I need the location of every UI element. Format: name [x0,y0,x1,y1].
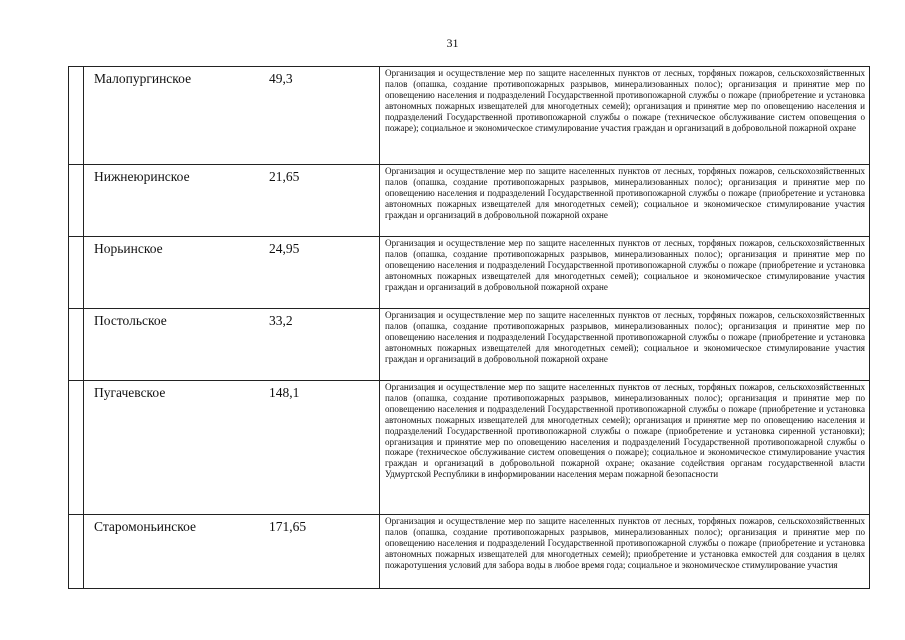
settlement-amount: 24,95 [269,241,300,256]
table-row [69,381,869,515]
settlement-name: Малопургинское [94,71,192,86]
row-margin-cell [69,381,84,514]
settlement-amount: 148,1 [269,385,300,400]
measures-description: Организация и осуществление мер по защите населенных пунктов от лесных, торфяных пожаров, сельскохозяйственных палов (опашка, создание противопожарных разрывов, минерализованных полос); организация и принятие мер по оповещению населения и подразделений Государственной противопожарной службы о пожаре (приобретение и установка автономных пожарных извещателей для многодетных семей); социальное и экономическое стимулирование участия граждан и организаций в добровольной пожарной охране [379,237,869,308]
settlement-name: Пугачевское [94,385,166,400]
page-number: 31 [446,36,459,50]
measures-description: Организация и осуществление мер по защите населенных пунктов от лесных, торфяных пожаров, сельскохозяйственных палов (опашка, создание противопожарных разрывов, минерализованных полос); организация и принятие мер по оповещению населения и подразделений Государственной противопожарной службы о пожаре (приобретение и установка автономных пожарных извещателей для многодетных семей); организация и принятие мер по оповещению населения и подразделений Государственной противопожарной службы о пожаре (приобретение и установка сиренной установки); организация и принятие мер по оповещению населения и подразделений Государственной противопожарной службы о пожаре (техническое обслуживание систем оповещения о пожаре); социальное и экономическое стимулирование участия граждан и организаций в добровольной пожарной охране; оказание содействия органам государственной власти Удмуртской Республики в информировании населения мерам пожарной безопасности [379,381,869,514]
measures-description: Организация и осуществление мер по защите населенных пунктов от лесных, торфяных пожаров, сельскохозяйственных палов (опашка, создание противопожарных разрывов, минерализованных полос); организация и принятие мер по оповещению населения и подразделений Государственной противопожарной службы о пожаре (приобретение и установка автономных пожарных извещателей для многодетных семей); социальное и экономическое стимулирование участия граждан и организаций в добровольной пожарной охране [379,309,869,380]
settlement-amount: 171,65 [269,519,307,534]
measures-description: Организация и осуществление мер по защите населенных пунктов от лесных, торфяных пожаров, сельскохозяйственных палов (опашка, создание противопожарных разрывов, минерализованных полос); организация и принятие мер по оповещению населения и подразделений Государственной противопожарной службы о пожаре (приобретение и установка автономных пожарных извещателей для многодетных семей); организация и принятие мер по оповещению населения и подразделений Государственной противопожарной службы о пожаре (техническое обслуживание систем оповещения о пожаре); социальное и экономическое стимулирование участия граждан и организаций в добровольной пожарной охране [379,67,869,164]
table-row [69,515,869,589]
row-margin-cell [69,309,84,380]
settlement-name: Норьинское [94,241,163,256]
settlement-name: Старомоньинское [94,519,197,534]
municipalities-table [68,66,870,589]
row-margin-cell [69,67,84,164]
settlement-amount: 21,65 [269,169,300,184]
table-row [69,309,869,381]
settlement-name: Постольское [94,313,167,328]
measures-description: Организация и осуществление мер по защите населенных пунктов от лесных, торфяных пожаров, сельскохозяйственных палов (опашка, создание противопожарных разрывов, минерализованных полос); организация и принятие мер по оповещению населения и подразделений Государственной противопожарной службы о пожаре (приобретение и установка автономных пожарных извещателей для многодетных семей); приобретение и установка емкостей для создания в целях пожаротушения условий для забора воды в любое время года; социальное и экономическое стимулирование участия [379,515,869,588]
table-row [69,165,869,237]
measures-description: Организация и осуществление мер по защите населенных пунктов от лесных, торфяных пожаров, сельскохозяйственных палов (опашка, создание противопожарных разрывов, минерализованных полос); организация и принятие мер по оповещению населения и подразделений Государственной противопожарной службы о пожаре (приобретение и установка автономных пожарных извещателей для многодетных семей); социальное и экономическое стимулирование участия граждан и организаций в добровольной пожарной охране [379,165,869,236]
table-row [69,67,869,165]
row-margin-cell [69,165,84,236]
row-margin-cell [69,515,84,588]
table-row [69,237,869,309]
settlement-amount: 49,3 [269,71,293,86]
settlement-name: Нижнеюринское [94,169,190,184]
row-margin-cell [69,237,84,308]
settlement-amount: 33,2 [269,313,293,328]
